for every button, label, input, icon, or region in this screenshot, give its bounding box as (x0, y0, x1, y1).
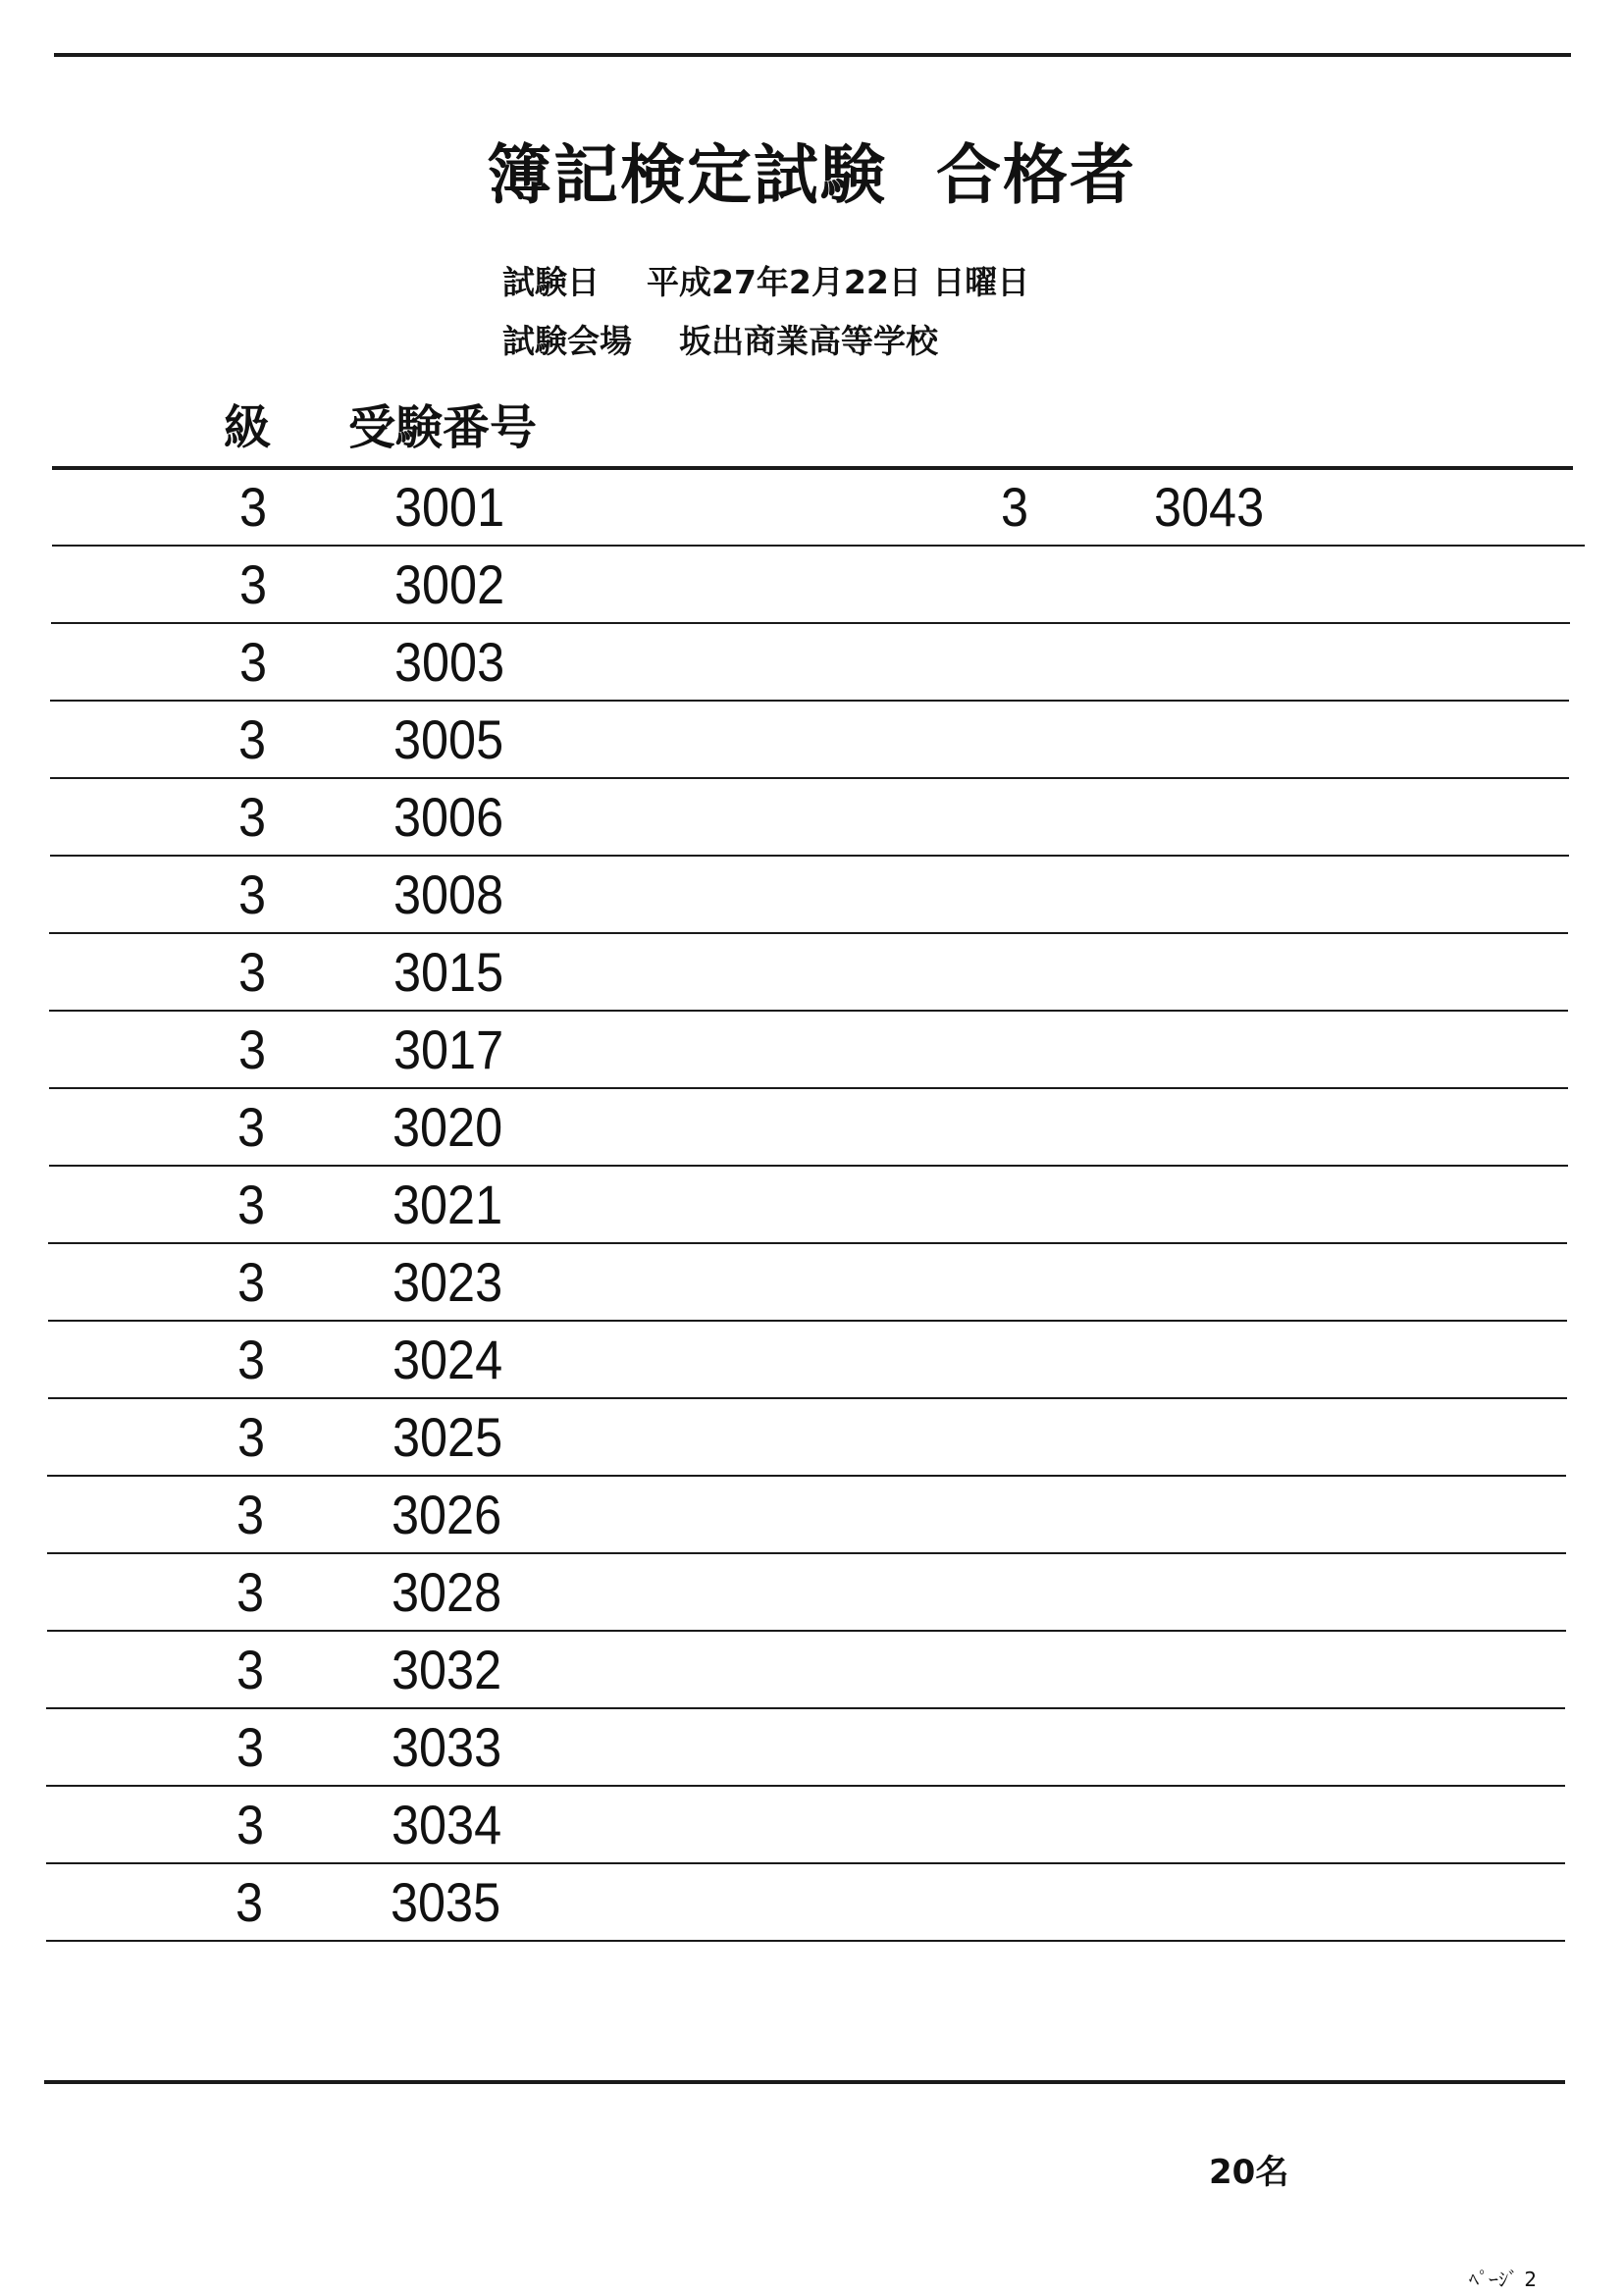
row-number: 3024 (393, 1329, 503, 1390)
column-header-number: 受験番号 (348, 400, 538, 455)
bottom-rule (44, 2080, 1565, 2084)
row-number: 3002 (394, 553, 505, 615)
row-grade: 3 (238, 1018, 267, 1080)
row-number: 3006 (393, 786, 504, 848)
title-main: 簿記検定試験 (487, 137, 887, 213)
row-number: 3035 (391, 1871, 501, 1933)
row-divider (49, 932, 1568, 934)
row-grade: 3 (237, 1096, 266, 1158)
title-sub: 合格者 (936, 137, 1136, 213)
row-grade: 3 (236, 1716, 265, 1778)
row-grade: 3 (238, 863, 267, 925)
venue-value: 坂出商業高等学校 (679, 322, 938, 360)
row-number: 3020 (393, 1096, 503, 1158)
header-rule (52, 466, 1573, 470)
row-divider (48, 1242, 1567, 1244)
row-divider (52, 545, 1585, 547)
page-number: ﾍﾟｰｼﾞ 2 (1469, 2268, 1538, 2291)
row-grade: 3 (236, 1794, 265, 1855)
row-divider (47, 1552, 1566, 1554)
row-number: 3028 (392, 1561, 502, 1623)
row-number: 3021 (393, 1174, 503, 1235)
row-divider (46, 1707, 1565, 1709)
row-number: 3001 (394, 476, 505, 538)
row-divider (46, 1862, 1565, 1864)
row-number: 3017 (393, 1018, 504, 1080)
exam-date-label: 試験日 (502, 263, 600, 301)
row-grade: 3 (236, 1484, 265, 1545)
row-number: 3033 (392, 1716, 502, 1778)
row-grade: 3 (237, 1174, 266, 1235)
row-divider (48, 1320, 1567, 1322)
venue-label: 試験会場 (502, 322, 632, 360)
row-grade: 3 (236, 1639, 265, 1700)
page-title (0, 123, 1623, 216)
row-divider (49, 1165, 1568, 1167)
row-number: 3023 (393, 1251, 503, 1313)
row-divider (50, 700, 1569, 702)
row-grade: 3 (239, 553, 268, 615)
row-divider (49, 1087, 1568, 1089)
row-grade: 3 (237, 1329, 266, 1390)
row-grade: 3 (238, 708, 267, 770)
top-rule (54, 53, 1571, 57)
row-number: 3025 (393, 1406, 503, 1468)
row-divider (47, 1475, 1566, 1477)
row-grade: 3 (236, 1871, 264, 1933)
exam-date-line (502, 257, 1029, 303)
row-number: 3032 (392, 1639, 502, 1700)
row-grade: 3 (237, 1251, 266, 1313)
row-grade: 3 (239, 631, 268, 693)
row-number-right: 3043 (1154, 476, 1265, 538)
row-divider (46, 1785, 1565, 1787)
row-divider (50, 855, 1569, 857)
row-grade: 3 (239, 476, 268, 538)
column-header-grade: 級 (224, 400, 272, 455)
row-divider (49, 1010, 1568, 1012)
row-grade: 3 (237, 1406, 266, 1468)
row-divider (46, 1940, 1565, 1942)
row-divider (50, 777, 1569, 779)
venue-line (502, 316, 938, 362)
row-number: 3005 (393, 708, 504, 770)
row-number: 3034 (392, 1794, 502, 1855)
row-grade-right: 3 (1001, 476, 1029, 538)
total-count: 20名 (1209, 2153, 1289, 2192)
row-number: 3003 (394, 631, 505, 693)
row-number: 3008 (393, 863, 504, 925)
exam-date-value: 平成27年2月22日 日曜日 (647, 263, 1030, 301)
row-number: 3015 (393, 941, 504, 1003)
row-divider (47, 1630, 1566, 1632)
row-divider (48, 1397, 1567, 1399)
row-grade: 3 (238, 786, 267, 848)
row-grade: 3 (238, 941, 267, 1003)
row-grade: 3 (236, 1561, 265, 1623)
row-divider (51, 622, 1570, 624)
row-number: 3026 (392, 1484, 502, 1545)
